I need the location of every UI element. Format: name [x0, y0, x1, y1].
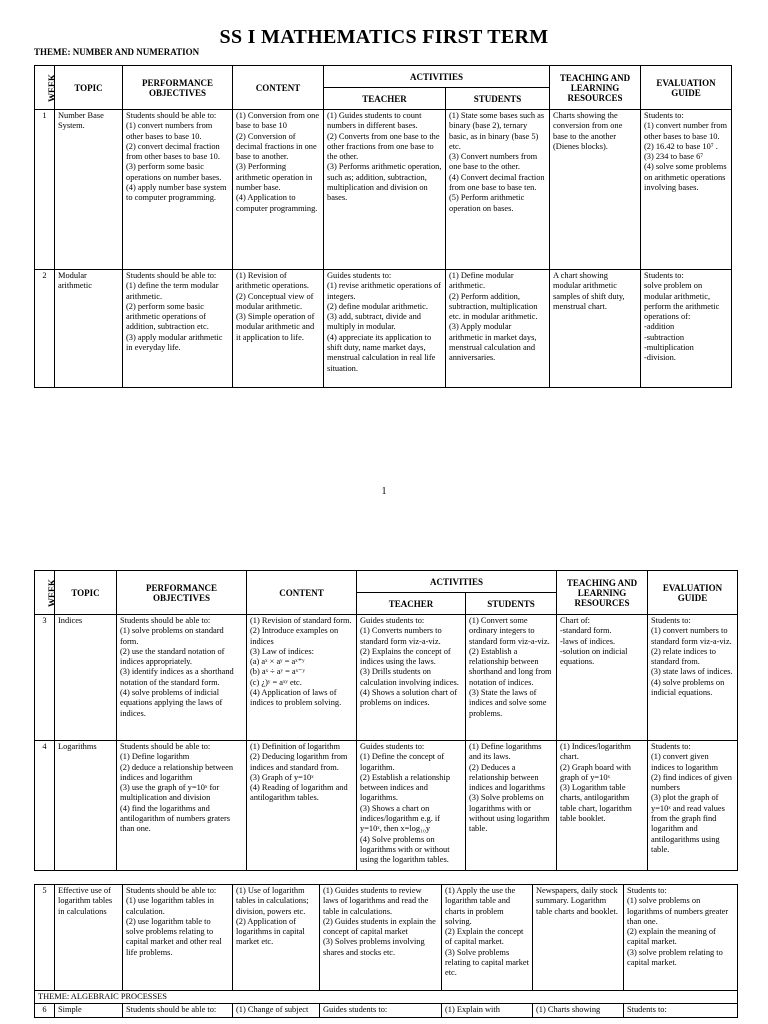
- resources-line: (3) Logarithm table charts, antilogarithm table chart, logarithm table booklet.: [560, 783, 632, 824]
- topic-cell: [55, 110, 123, 270]
- resources-line: (1) Indices/logarithm chart.: [560, 742, 631, 762]
- week-cell: 6: [35, 1004, 55, 1017]
- activities-header: ACTIVITIES: [324, 66, 550, 88]
- content-line: (2) Introduce examples on indices: [250, 626, 339, 646]
- content-line: (b) aˣ ÷ aʸ = aˣ⁻ʸ: [250, 667, 305, 677]
- objectives-line: (3) apply modular arithmetic in everyday life.: [126, 332, 223, 353]
- content-header: CONTENT: [247, 571, 357, 615]
- teacher-line: (1) Define the concept of logarithm.: [360, 752, 445, 772]
- evaluation-line: (1) solve problems on logarithms of numbers greater than one.: [627, 896, 729, 926]
- teacher-cell: [324, 110, 446, 270]
- content-cell: [247, 741, 357, 871]
- week-header: WEEK: [35, 571, 55, 615]
- teacher-line: (4) Shows a solution chart of problems on indices.: [360, 688, 457, 708]
- evaluation-line: (2) explain the meaning of capital market.: [627, 927, 716, 947]
- objectives-line: (1) Define logarithm: [120, 752, 190, 762]
- teacher-line: (3) Performs arithmetic operation, such as; addition, subtraction, multiplication and division on bases.: [327, 162, 442, 203]
- objectives-line: (2) deduce a relationship between indices and logarithm: [120, 762, 234, 782]
- resources-line: -standard form.: [560, 626, 612, 636]
- content-line: (3) Law of indices:: [250, 646, 314, 656]
- evaluation-header: EVALUATION GUIDE: [641, 66, 732, 110]
- objectives-cell: [123, 885, 233, 991]
- objectives-cell: [117, 615, 247, 741]
- content-line: (2) Application of logarithms in capital market etc.: [236, 916, 305, 947]
- evaluation-line: (4) solve problems on indicial equations.: [651, 677, 725, 698]
- objectives-line: Students should be able to:: [126, 886, 217, 895]
- students-line: (3) State the laws of indices and solve some problems.: [469, 688, 547, 718]
- evaluation-line: (3) state laws of indices.: [651, 667, 733, 677]
- evaluation-cell: [648, 741, 738, 871]
- content-line: (3) Graph of y=10ˣ: [250, 772, 314, 782]
- teacher-line: (1) Converts numbers to standard form viz-a-viz.: [360, 626, 442, 646]
- objectives-line: (3) use the graph of y=10ˣ for multiplication and division: [120, 783, 220, 803]
- scheme-table-1: [34, 65, 732, 388]
- resources-line: Newspapers, daily stock summary. Logarithm table charts and booklet.: [536, 886, 618, 916]
- teacher-line: (1) Guides students to review laws of logarithms and read the table in calculations.: [323, 886, 429, 916]
- teacher-cell: [357, 741, 466, 871]
- objectives-cell: [123, 270, 233, 388]
- week-cell: 5: [35, 885, 55, 991]
- students-line: (5) Perform arithmetic operation on bases.: [449, 193, 525, 213]
- objectives-line: (4) solve problems of indicial equations applying the laws of indices.: [120, 688, 223, 718]
- students-line: (3) Apply modular arithmetic in market days, menstrual calculation and anniversaries.: [449, 322, 537, 363]
- topic-line: Effective use of logarithm tables in calculations: [58, 886, 113, 916]
- evaluation-line: -multiplication: [644, 343, 694, 353]
- objectives-line: Students should be able to:: [126, 111, 217, 120]
- scheme-table-3: [34, 884, 738, 1018]
- students-header: STUDENTS: [466, 593, 557, 615]
- students-line: (3) Solve problems relating to capital market etc.: [445, 947, 529, 978]
- students-line: (1) Convert some ordinary integers to standard form viz-a-viz.: [469, 616, 550, 646]
- evaluation-line: (4) solve some problems on arithmetic operations involving bases.: [644, 162, 727, 193]
- students-cell: [466, 741, 557, 871]
- content-line: (4) Reading of logarithm and antilogarithm tables.: [250, 783, 348, 803]
- evaluation-line: -division.: [644, 353, 676, 363]
- week-cell: 4: [35, 741, 55, 871]
- teacher-line: (1) revise arithmetic operations of integers.: [327, 281, 441, 301]
- objectives-line: (2) use the standard notation of indices appropriately.: [120, 646, 225, 667]
- objectives-line: (1) solve problems on standard form.: [120, 626, 224, 646]
- resources-cell: [557, 741, 648, 871]
- students-line: (1) State some bases such as binary (base 2), ternary basic, as in binary (base 5) etc.: [449, 111, 545, 151]
- teacher-line: Guides students to:: [327, 271, 392, 280]
- students-line: (1) Define modular arithmetic.: [449, 271, 514, 291]
- week-cell: 3: [35, 615, 55, 741]
- students-line: (3) Solve problems on logarithms with or without using logarithm table.: [469, 793, 550, 834]
- topic-line: Indices: [58, 616, 83, 625]
- scheme-table-2: [34, 570, 738, 871]
- teacher-line: (2) Explains the concept of indices using the laws.: [360, 646, 451, 667]
- objectives-line: (1) define the term modular arithmetic.: [126, 281, 219, 301]
- objectives-cell: [117, 741, 247, 871]
- evaluation-line: (1) convert number from other bases to base 10.: [644, 121, 728, 141]
- content-line: (c) ¿)ʸ = aˣʸ etc.: [250, 677, 302, 687]
- teacher-line: (2) define modular arithmetic.: [327, 301, 428, 311]
- resources-line: (2) Graph board with graph of y=10ˣ: [560, 762, 631, 782]
- resources-line: -solution on indicial equations.: [560, 646, 628, 667]
- evaluation-cell: [624, 885, 738, 991]
- topic-header: TOPIC: [55, 571, 117, 615]
- evaluation-line: (2) 16.42 to base 10⁷ .: [644, 141, 718, 151]
- students-line: (2) Establish a relationship between shorthand and long from notation of indices.: [469, 646, 552, 687]
- teacher-line: (3) add, subtract, divide and multiply in modular.: [327, 312, 421, 332]
- table-row: [35, 615, 738, 741]
- evaluation-header: EVALUATION GUIDE: [648, 571, 738, 615]
- teacher-line: (2) Establish a relationship between indices and logarithms.: [360, 772, 451, 803]
- resources-cell: [550, 270, 641, 388]
- objectives-line: Students should be able to:: [120, 742, 211, 751]
- topic-cell: [55, 885, 123, 991]
- week-header: WEEK: [35, 66, 55, 110]
- week-cell: 2: [35, 270, 55, 388]
- evaluation-line: Students to:: [627, 886, 667, 895]
- evaluation-line: -addition: [644, 322, 675, 332]
- students-header: STUDENTS: [446, 88, 550, 110]
- topic-cell: Simple: [55, 1004, 123, 1017]
- resources-line: A chart showing modular arithmetic samples of shift duty, menstrual chart.: [553, 271, 625, 311]
- evaluation-line: (3) 234 to base 6⁷: [644, 152, 704, 162]
- page-number: 1: [381, 486, 387, 497]
- resources-header: TEACHING AND LEARNING RESOURCES: [550, 66, 641, 110]
- objectives-line: (4) find the logarithms and antilogarithm of numbers graters than one.: [120, 803, 231, 834]
- content-line: (1) Use of logarithm tables in calculations;: [236, 886, 309, 906]
- resources-line: Chart of:: [560, 616, 591, 625]
- teacher-line: Guides students to:: [360, 616, 425, 625]
- teacher-cell: Guides students to:: [320, 1004, 442, 1017]
- resources-line: Charts showing the conversion from one base to the another (Dienes blocks).: [553, 111, 623, 151]
- content-cell: [247, 615, 357, 741]
- objectives-line: Students should be able to:: [126, 271, 217, 280]
- topic-line: Modular arithmetic: [58, 271, 92, 291]
- resources-line: -laws of indices.: [560, 636, 616, 646]
- evaluation-cell: Students to:: [624, 1004, 738, 1017]
- students-line: (1) Apply the use the logarithm table and charts in problem solving.: [445, 886, 516, 926]
- theme-heading: THEME: NUMBER AND NUMERATION: [34, 47, 200, 57]
- activities-header: ACTIVITIES: [357, 571, 557, 593]
- teacher-line: (1) Guides students to count numbers in different bases.: [327, 111, 422, 131]
- evaluation-line: -subtraction: [644, 332, 685, 342]
- content-line: (1) Conversion from one base to base 10: [236, 111, 320, 131]
- students-line: (4) Convert decimal fraction from one base to base ten.: [449, 172, 545, 193]
- content-line: (1) Revision of standard form.: [250, 616, 352, 625]
- topic-line: Number Base System.: [58, 111, 104, 131]
- topic-line: Logarithms: [58, 742, 97, 751]
- content-cell: (1) Change of subject: [233, 1004, 320, 1017]
- objectives-cell: [123, 110, 233, 270]
- table-row: [35, 741, 738, 871]
- topic-header: TOPIC: [55, 66, 123, 110]
- students-line: (2) Deduces a relationship between indices and logarithms: [469, 762, 545, 793]
- evaluation-line: Students to:: [644, 111, 684, 120]
- resources-cell: (1) Charts showing: [533, 1004, 624, 1017]
- objectives-line: (2) convert decimal fraction from other bases to base 10.: [126, 141, 220, 162]
- teacher-cell: [324, 270, 446, 388]
- resources-header: TEACHING AND LEARNING RESOURCES: [557, 571, 648, 615]
- theme-heading: THEME: ALGEBRAIC PROCESSES: [35, 991, 738, 1004]
- teacher-header: TEACHER: [324, 88, 446, 110]
- evaluation-line: (1) convert given indices to logarithm: [651, 752, 718, 772]
- page-title: SS I MATHEMATICS FIRST TERM: [219, 26, 549, 48]
- teacher-cell: [357, 615, 466, 741]
- students-cell: [466, 615, 557, 741]
- evaluation-cell: [641, 110, 732, 270]
- table-row: [35, 885, 738, 991]
- evaluation-line: (3) solve problem relating to capital market.: [627, 947, 723, 968]
- table-row: [35, 1004, 738, 1017]
- students-cell: [446, 270, 550, 388]
- topic-cell: [55, 270, 123, 388]
- content-line: division, powers etc.: [236, 906, 306, 916]
- teacher-line: (2) Converts from one base to the other fractions from one base to the other.: [327, 131, 440, 162]
- teacher-line: (2) Guides students in explain the concept of capital market: [323, 916, 436, 937]
- students-cell: (1) Explain with: [442, 1004, 533, 1017]
- content-header: CONTENT: [233, 66, 324, 110]
- teacher-header: TEACHER: [357, 593, 466, 615]
- objectives-line: (2) perform some basic arithmetic operations of addition, subtraction etc.: [126, 301, 209, 332]
- objectives-line: Students should be able to:: [120, 616, 211, 625]
- content-line: (3) Performing arithmetic operation in number base.: [236, 162, 313, 193]
- teacher-line: (3) Drills students on calculation involving indices.: [360, 667, 459, 687]
- evaluation-line: solve problem on modular arithmetic, perform the arithmetic operations of:: [644, 281, 720, 322]
- resources-cell: [533, 885, 624, 991]
- objectives-header: PERFORMANCE OBJECTIVES: [123, 66, 233, 110]
- teacher-line: (3) Shows a chart on indices/logarithm e.g. if y=10ˣ, then x=log₁₀y: [360, 803, 441, 834]
- content-cell: [233, 885, 320, 991]
- theme-row: [35, 991, 738, 1004]
- objectives-line: (4) apply number base system to computer programming.: [126, 183, 227, 203]
- content-line: (1) Revision of arithmetic operations.: [236, 271, 310, 291]
- content-line: (3) Simple operation of modular arithmetic and it application to life.: [236, 312, 315, 342]
- evaluation-line: Students to:: [651, 742, 691, 751]
- evaluation-line: Students to:: [644, 271, 684, 280]
- students-line: (3) Convert numbers from one base to the other.: [449, 152, 538, 172]
- content-cell: [233, 270, 324, 388]
- students-line: (2) Explain the concept of capital market.: [445, 927, 524, 947]
- students-cell: [446, 110, 550, 270]
- evaluation-cell: [648, 615, 738, 741]
- content-line: (2) Conversion of decimal fractions in one base to another.: [236, 131, 317, 162]
- resources-cell: [557, 615, 648, 741]
- students-cell: [442, 885, 533, 991]
- week-cell: 1: [35, 110, 55, 270]
- evaluation-line: (1) convert numbers to standard form viz-a-viz.: [651, 626, 732, 646]
- content-line: (2) Conceptual view of modular arithmetic.: [236, 291, 314, 311]
- resources-cell: [550, 110, 641, 270]
- evaluation-line: (2) relate indices to standard from.: [651, 646, 716, 667]
- table-row: [35, 110, 732, 270]
- objectives-cell: Students should be able to:: [123, 1004, 233, 1017]
- evaluation-line: (2) find indices of given numbers: [651, 772, 732, 793]
- content-cell: [233, 110, 324, 270]
- objectives-line: (3) perform some basic operations on number bases.: [126, 162, 222, 182]
- content-line: (a) aˣ × aʸ = aˣ⁺ʸ: [250, 657, 305, 667]
- objectives-line: (1) use logarithm tables in calculation.: [126, 896, 214, 916]
- content-line: (4) Application of laws of indices to problem solving.: [250, 688, 342, 708]
- objectives-header: PERFORMANCE OBJECTIVES: [117, 571, 247, 615]
- evaluation-cell: [641, 270, 732, 388]
- table-row: [35, 270, 732, 388]
- objectives-line: (2) use logarithm table to solve problems relating to capital market and other real life problems.: [126, 916, 222, 957]
- teacher-line: (4) appreciate its application to shift duty, name market days, menstrual calculation in real life situation.: [327, 332, 436, 373]
- students-line: (2) Perform addition, subtraction, multiplication etc. in modular arithmetic.: [449, 291, 538, 322]
- topic-cell: [55, 615, 117, 741]
- objectives-line: (3) identify indices as a shorthand notation of the standard form.: [120, 667, 234, 687]
- evaluation-line: Students to:: [651, 616, 691, 625]
- content-line: (4) Application to computer programming.: [236, 193, 318, 213]
- teacher-cell: [320, 885, 442, 991]
- evaluation-line: (3) plot the graph of y=10ˣ and read values from the graph find logarithm and antilogarithms using table.: [651, 793, 725, 854]
- students-line: (1) Define logarithms and its laws.: [469, 742, 542, 762]
- teacher-line: (4) Solve problems on logarithms with or without using the logarithm tables.: [360, 834, 450, 865]
- content-line: (2) Deducing logarithm from indices and standard from.: [250, 752, 348, 772]
- objectives-line: (1) convert numbers from other bases to base 10.: [126, 121, 213, 141]
- topic-cell: [55, 741, 117, 871]
- content-line: (1) Definition of logarithm: [250, 742, 341, 751]
- teacher-line: Guides students to:: [360, 742, 425, 751]
- teacher-line: (3) Solves problems involving shares and stocks etc.: [323, 937, 425, 957]
